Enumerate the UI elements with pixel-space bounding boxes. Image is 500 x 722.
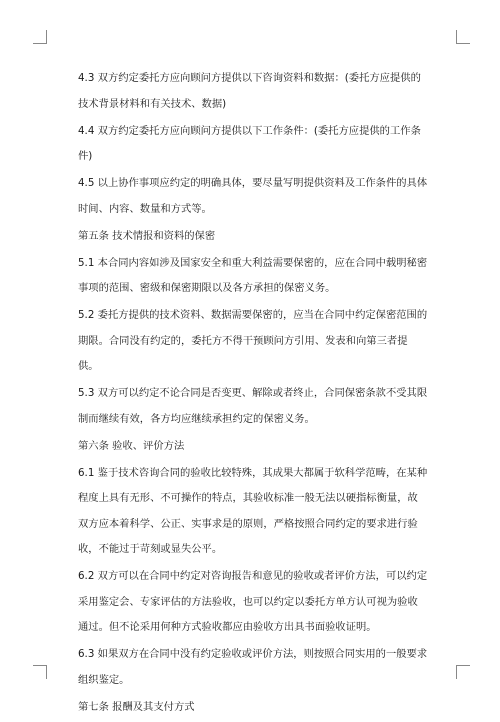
crop-mark-bottom-right xyxy=(456,665,470,679)
clause-6-2: 6.2 双方可以在合同中约定对咨询报告和意见的验收或者评价方法，可以约定采用鉴定会、专家评估的方法验收，也可以约定以委托方单方认可视为验收通过。但不论采用何种方式验收都应由验收方出具书面验收证明。 xyxy=(78,570,428,633)
clause-6-3: 6.3 如果双方在合同中没有约定验收或评价方法，则按照合同实用的一般要求组织鉴定。 xyxy=(78,648,428,686)
article-7-heading: 第七条 报酬及其支付方式 xyxy=(78,700,195,713)
clause-4-3: 4.3 双方约定委托方应向顾问方提供以下咨询资料和数据：(委托方应提供的技术背景材料和有关技术、数据) xyxy=(78,72,421,110)
crop-mark-top-left xyxy=(33,30,47,44)
article-6-heading: 第六条 验收、评价方法 xyxy=(78,439,185,452)
document-body xyxy=(78,66,428,722)
clause-6-1: 6.1 鉴于技术咨询合同的验收比较特殊，其成果大都属于软科学范畴，在某种程度上具有无形、不可操作的特点，其验收标准一般无法以硬指标衡量，故双方应本着科学、公正、实事求是的原则，严格按照合同约定的要求进行验收，不能过于苛刻或显失公平。 xyxy=(78,466,428,555)
clause-4-4: 4.4 双方约定委托方应向顾问方提供以下工作条件：(委托方应提供的工作条件) xyxy=(78,124,421,162)
clause-5-1: 5.1 本合同内容如涉及国家安全和重大利益需要保密的，应在合同中载明秘密事项的范围、密级和保密期限以及各方承担的保密义务。 xyxy=(78,256,428,294)
article-5-heading: 第五条 技术情报和资料的保密 xyxy=(78,229,216,242)
crop-mark-bottom-left xyxy=(33,665,47,679)
clause-5-3: 5.3 双方可以约定不论合同是否变更、解除或者终止，合同保密条款不受其限制而继续有效，各方均应继续承担约定的保密义务。 xyxy=(78,387,428,425)
clause-5-2: 5.2 委托方提供的技术资料、数据需要保密的，应当在合同中约定保密范围的期限。合同没有约定的，委托方不得干预顾问方引用、发表和向第三者提供。 xyxy=(78,309,428,372)
crop-mark-top-right xyxy=(456,30,470,44)
clause-4-5: 4.5 以上协作事项应约定的明确具体，要尽量写明提供资料及工作条件的具体时间、内容、数量和方式等。 xyxy=(78,177,428,215)
